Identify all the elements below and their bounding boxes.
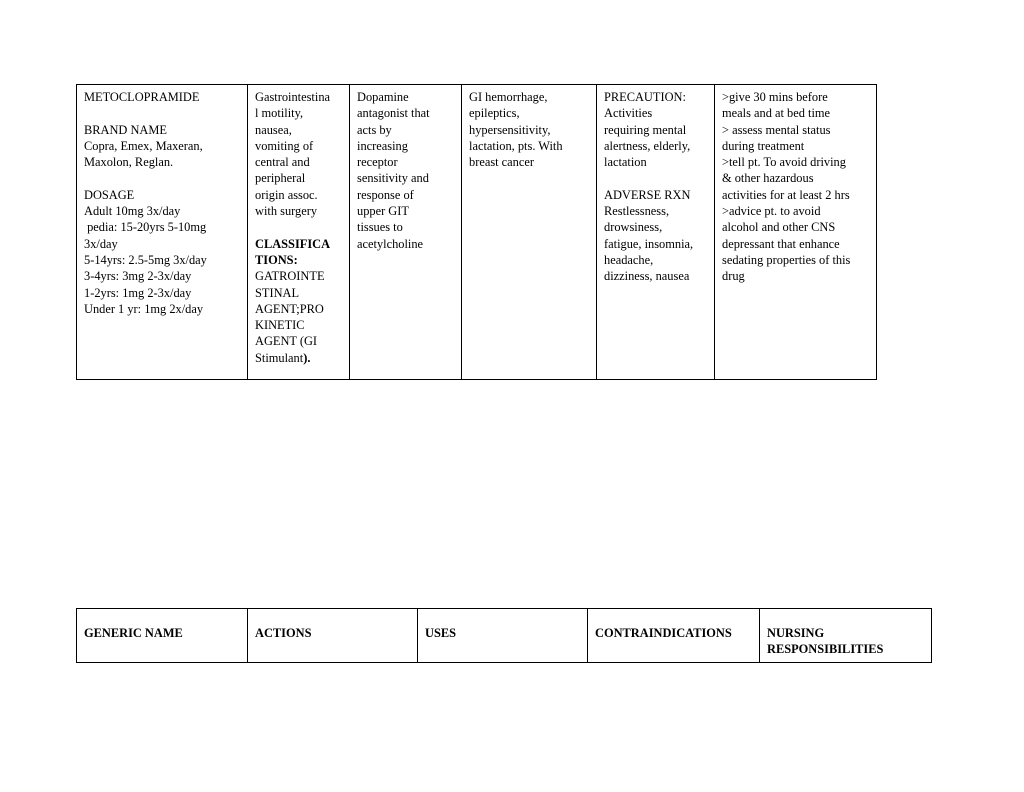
adverse-line: Restlessness, — [604, 204, 670, 219]
header-generic-name — [77, 609, 248, 663]
uses-line: acts by — [357, 122, 392, 137]
class-line: AGENT;PRO — [255, 301, 324, 316]
class-line-last — [255, 350, 343, 366]
actions-line: vomiting of — [255, 138, 314, 153]
classifications-heading: CLASSIFICA — [255, 236, 331, 251]
dosage-line: 5-14yrs: 2.5-5mg 3x/day — [84, 252, 207, 267]
nursing-line: & other hazardous — [722, 171, 814, 186]
uses-line: tissues to — [357, 220, 403, 235]
nursing-line: activities for at least 2 hrs — [722, 187, 850, 202]
dosage-line: pedia: 15-20yrs 5-10mg — [84, 220, 207, 235]
actions-line: Gastrointestina — [255, 90, 331, 104]
precaution-line: alertness, elderly, — [604, 138, 691, 153]
nursing-line: depressant that enhance — [722, 236, 840, 251]
header-uses-text: USES — [425, 626, 456, 640]
nursing-line: >give 30 mins before — [722, 90, 828, 104]
nursing-line: >tell pt. To avoid driving — [722, 155, 846, 170]
header-uses — [418, 609, 588, 663]
contra-line: GI hemorrhage, — [469, 90, 548, 104]
drug-table — [76, 84, 877, 380]
actions-line: nausea, — [255, 122, 292, 137]
actions-cell — [248, 85, 350, 380]
class-last-punct: ). — [303, 350, 311, 365]
actions-line: peripheral — [255, 171, 306, 186]
nursing-line: sedating properties of this — [722, 252, 851, 267]
uses-cell — [350, 85, 462, 380]
header-generic-name-text: GENERIC NAME — [84, 626, 183, 640]
header-table — [76, 608, 932, 663]
header-actions-text: ACTIONS — [255, 626, 312, 640]
adverse-line: headache, — [604, 252, 654, 267]
adverse-line: ADVERSE RXN — [604, 187, 691, 202]
adverse-line: dizziness, nausea — [604, 269, 690, 284]
contra-line: lactation, pts. With — [469, 138, 563, 153]
brand-line: Copra, Emex, Maxeran, — [84, 138, 203, 153]
adverse-line: fatigue, insomnia, — [604, 236, 694, 251]
classifications-heading: TIONS: — [255, 252, 298, 267]
contra-line: epileptics, — [469, 106, 520, 121]
actions-line: with surgery — [255, 204, 318, 219]
class-line: KINETIC — [255, 318, 305, 333]
dosage-heading: DOSAGE — [84, 187, 135, 202]
uses-line: antagonist that — [357, 106, 430, 121]
nursing-line: meals and at bed time — [722, 106, 831, 121]
header-nursing-line2: RESPONSIBILITIES — [767, 642, 884, 657]
uses-line: acetylcholine — [357, 236, 424, 251]
header-nursing-line1: NURSING — [767, 626, 825, 640]
uses-line: upper GIT — [357, 204, 409, 219]
nursing-line: drug — [722, 269, 745, 284]
actions-line: l motility, — [255, 106, 304, 121]
nursing-line: alcohol and other CNS — [722, 220, 836, 235]
nursing-line: during treatment — [722, 138, 805, 153]
uses-line: receptor — [357, 155, 398, 170]
generic-name: METOCLOPRAMIDE — [84, 90, 200, 104]
drug-row — [77, 85, 877, 380]
nursing-cell — [715, 85, 877, 380]
precaution-cell — [597, 85, 715, 380]
header-contraindications — [588, 609, 760, 663]
class-last-text: Stimulant — [255, 350, 304, 365]
uses-line: response of — [357, 187, 414, 202]
brand-line: Maxolon, Reglan. — [84, 155, 174, 170]
generic-name-cell — [77, 85, 248, 380]
header-contraindications-text: CONTRAINDICATIONS — [595, 626, 732, 640]
nursing-line: >advice pt. to avoid — [722, 204, 821, 219]
dosage-line: 3x/day — [84, 236, 118, 251]
header-actions — [248, 609, 418, 663]
brand-name-heading: BRAND NAME — [84, 122, 167, 137]
precaution-line: requiring mental — [604, 122, 687, 137]
class-line: AGENT (GI — [255, 334, 318, 349]
header-nursing — [760, 609, 932, 663]
precaution-line: PRECAUTION: — [604, 90, 686, 104]
uses-line: sensitivity and — [357, 171, 429, 186]
nursing-line: > assess mental status — [722, 122, 831, 137]
uses-line: Dopamine — [357, 90, 409, 104]
contra-line: hypersensitivity, — [469, 122, 551, 137]
dosage-line: 1-2yrs: 1mg 2-3x/day — [84, 285, 192, 300]
actions-line: central and — [255, 155, 310, 170]
dosage-line: Under 1 yr: 1mg 2x/day — [84, 301, 204, 316]
dosage-line: 3-4yrs: 3mg 2-3x/day — [84, 269, 192, 284]
class-line: STINAL — [255, 285, 300, 300]
header-row — [77, 609, 932, 663]
dosage-line: Adult 10mg 3x/day — [84, 204, 181, 219]
contra-line: breast cancer — [469, 155, 535, 170]
adverse-line: drowsiness, — [604, 220, 663, 235]
uses-line: increasing — [357, 138, 408, 153]
precaution-line: Activities — [604, 106, 653, 121]
class-line: GATROINTE — [255, 269, 325, 284]
actions-line: origin assoc. — [255, 187, 318, 202]
precaution-line: lactation — [604, 155, 647, 170]
contraindications-cell — [462, 85, 597, 380]
